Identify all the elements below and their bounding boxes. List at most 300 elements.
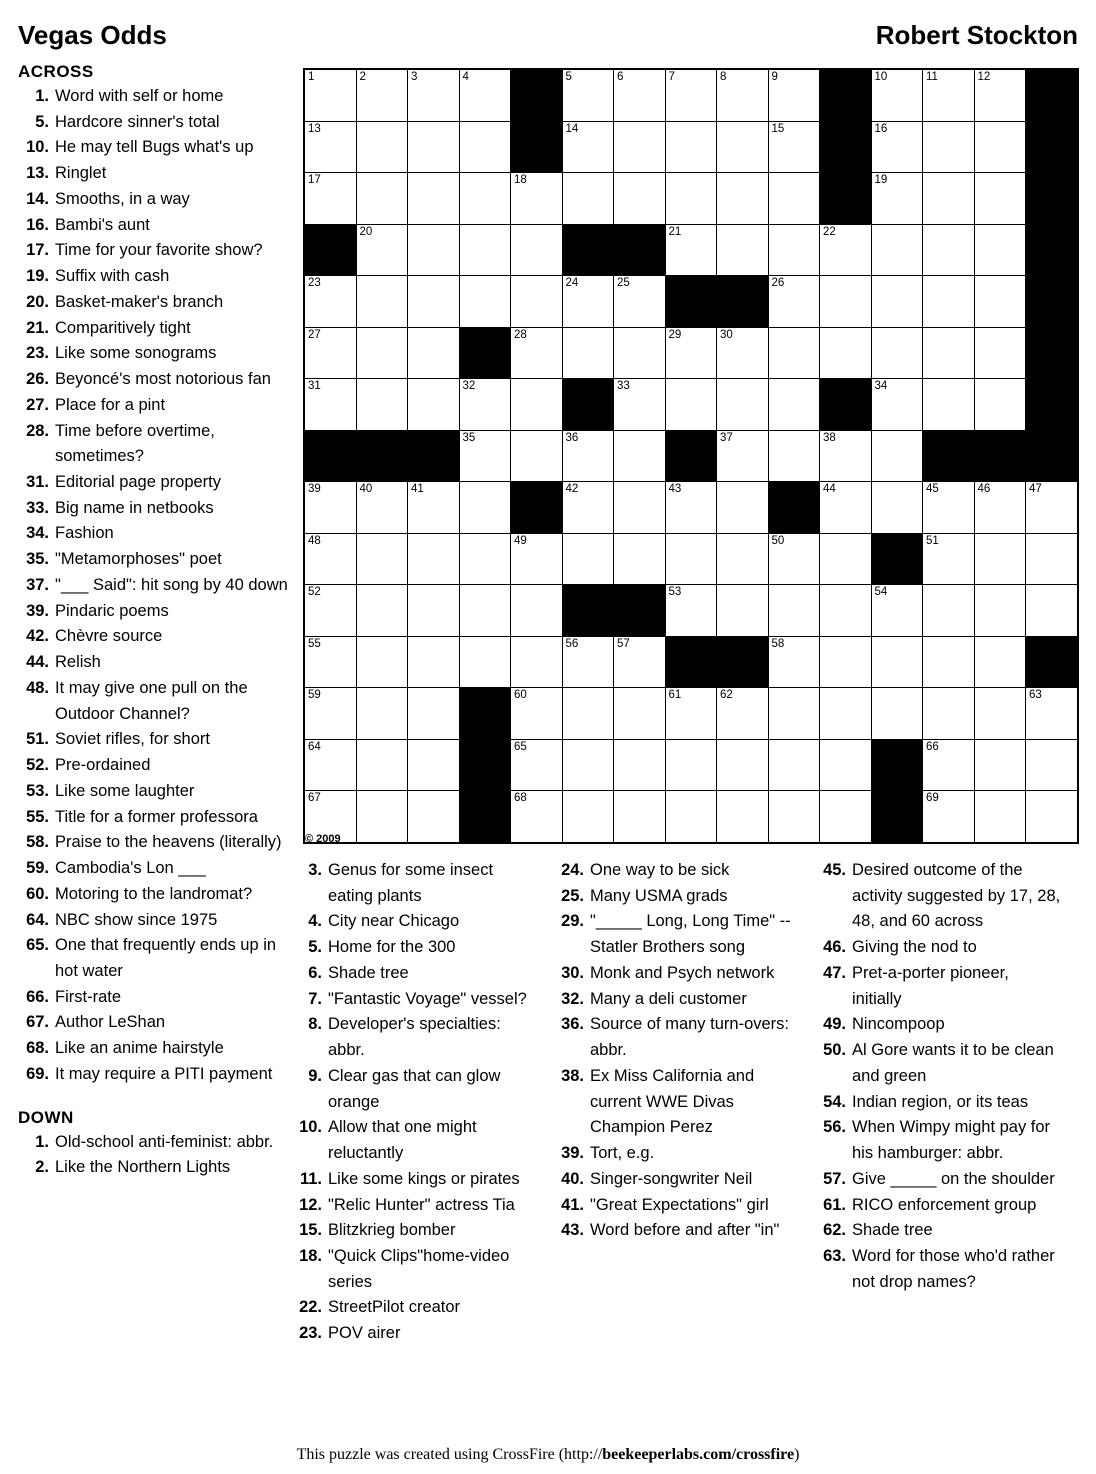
grid-cell[interactable] [871,69,923,121]
crossword-grid[interactable] [303,68,1079,844]
grid-cell[interactable] [459,482,511,534]
grid-cell[interactable] [304,173,356,225]
clue-item[interactable] [554,909,800,960]
clue-number: 10. [26,138,49,157]
clue-item[interactable] [816,1167,1062,1193]
grid-cell[interactable] [511,791,563,843]
grid-cell[interactable] [974,533,1026,585]
grid-cell[interactable] [511,739,563,791]
clue-item[interactable] [292,1012,538,1063]
grid-cell[interactable] [923,688,975,740]
grid-cell[interactable] [459,224,511,276]
grid-cell[interactable] [717,533,769,585]
clue-item[interactable] [554,1167,800,1193]
grid-cell[interactable] [356,379,408,431]
grid-cell-number: 12 [977,71,991,83]
grid-cell[interactable] [408,533,460,585]
grid-cell[interactable] [356,69,408,121]
grid-cell[interactable] [717,173,769,225]
grid-cell[interactable] [665,791,717,843]
clue-text: "Quick Clips"home-video series [328,1247,510,1291]
clue-item[interactable] [292,987,538,1013]
clue-item[interactable] [18,908,290,934]
grid-cell[interactable] [871,430,923,482]
grid-cell[interactable] [768,173,820,225]
grid-cell[interactable] [665,379,717,431]
grid-cell[interactable] [408,791,460,843]
grid-cell[interactable] [614,533,666,585]
grid-cell[interactable] [923,482,975,534]
grid-cell[interactable] [820,327,872,379]
clue-item[interactable] [18,238,290,264]
clue-item[interactable] [554,884,800,910]
grid-row [304,688,1078,740]
grid-cell[interactable] [614,121,666,173]
grid-cell[interactable] [511,276,563,328]
clue-item[interactable] [18,573,290,599]
grid-cell[interactable] [356,224,408,276]
grid-cell[interactable] [820,276,872,328]
grid-cell[interactable] [408,482,460,534]
grid-cell[interactable] [820,482,872,534]
grid-cell[interactable] [356,636,408,688]
grid-cell-number: 23 [308,277,321,289]
grid-cell[interactable] [356,739,408,791]
grid-cell[interactable] [820,585,872,637]
grid-cell[interactable] [356,173,408,225]
grid-cell[interactable] [614,327,666,379]
grid-cell[interactable] [717,327,769,379]
clue-item[interactable] [18,1155,290,1181]
clue-item[interactable] [18,84,290,110]
grid-cell[interactable] [304,379,356,431]
grid-cell-block [459,688,511,740]
grid-cell[interactable] [820,791,872,843]
grid-cell[interactable] [717,69,769,121]
grid-cell[interactable] [768,69,820,121]
grid-cell[interactable] [768,379,820,431]
clue-item[interactable] [18,316,290,342]
grid-cell[interactable] [459,585,511,637]
grid-cell-block [304,224,356,276]
clue-text: Source of many turn-overs: abbr. [590,1015,789,1060]
grid-cell-number: 2 [359,71,366,83]
grid-cell[interactable] [562,791,614,843]
clue-item[interactable] [18,1010,290,1036]
clue-item[interactable] [816,1244,1062,1295]
clue-item[interactable] [292,1193,538,1219]
clue-text: Title for a former professora [55,807,258,826]
grid-cell[interactable] [717,585,769,637]
grid-cell[interactable] [717,224,769,276]
grid-cell[interactable] [459,173,511,225]
grid-cell[interactable] [562,327,614,379]
grid-cell-number: 63 [1029,689,1042,701]
grid-cell[interactable] [562,276,614,328]
grid-cell[interactable] [974,791,1026,843]
grid-cell[interactable] [562,533,614,585]
grid-cell[interactable] [614,379,666,431]
clue-item[interactable] [292,858,538,909]
grid-cell[interactable] [768,791,820,843]
clue-number: 29. [561,912,584,931]
grid-cell[interactable] [871,276,923,328]
clue-item[interactable] [18,933,290,984]
clue-text: Like some kings or pirates [328,1169,520,1188]
grid-cell[interactable] [923,224,975,276]
grid-cell[interactable] [923,173,975,225]
grid-cell[interactable] [562,121,614,173]
grid-cell[interactable] [408,121,460,173]
grid-cell[interactable] [768,430,820,482]
clue-item[interactable] [554,1141,800,1167]
clue-item[interactable] [18,727,290,753]
grid-cell[interactable] [665,482,717,534]
grid-cell[interactable] [356,121,408,173]
grid-cell[interactable] [511,379,563,431]
clue-item[interactable] [554,987,800,1013]
grid-cell[interactable] [974,688,1026,740]
clue-item[interactable] [816,1115,1062,1166]
grid-cell[interactable] [923,276,975,328]
clue-item[interactable] [292,1218,538,1244]
grid-cell[interactable] [511,585,563,637]
grid-cell[interactable] [408,585,460,637]
grid-cell[interactable] [408,173,460,225]
grid-cell[interactable] [304,327,356,379]
grid-cell[interactable] [820,430,872,482]
grid-cell[interactable] [1026,585,1078,637]
clue-item[interactable] [18,419,290,470]
grid-cell[interactable] [974,379,1026,431]
grid-cell[interactable] [459,430,511,482]
grid-cell[interactable] [974,482,1026,534]
clue-item[interactable] [18,830,290,856]
grid-cell[interactable] [356,327,408,379]
grid-cell-number: 29 [668,328,682,341]
grid-cell[interactable] [356,688,408,740]
grid-cell[interactable] [408,379,460,431]
grid-cell[interactable] [562,636,614,688]
grid-cell[interactable] [871,121,923,173]
grid-cell[interactable] [923,636,975,688]
grid-cell[interactable] [511,224,563,276]
grid-cell[interactable] [665,585,717,637]
grid-cell[interactable] [923,121,975,173]
grid-cell[interactable] [562,739,614,791]
grid-cell[interactable] [974,69,1026,121]
grid-cell[interactable] [1026,791,1078,843]
grid-cell[interactable] [304,739,356,791]
grid-cell[interactable] [717,791,769,843]
grid-cell[interactable] [768,224,820,276]
clue-item[interactable] [18,547,290,573]
grid-cell[interactable] [408,327,460,379]
grid-cell[interactable] [614,688,666,740]
clue-item[interactable] [292,961,538,987]
clue-text: He may tell Bugs what's up [55,138,254,157]
clue-item[interactable] [18,1062,290,1088]
grid-cell[interactable] [665,121,717,173]
grid-cell[interactable] [356,791,408,843]
clue-item[interactable] [18,496,290,522]
grid-cell[interactable] [665,533,717,585]
clue-item[interactable] [18,264,290,290]
grid-cell[interactable] [768,688,820,740]
grid-cell-block [511,121,563,173]
grid-cell[interactable] [717,482,769,534]
clue-item[interactable] [18,187,290,213]
grid-cell[interactable] [871,482,923,534]
grid-cell[interactable] [768,327,820,379]
clue-number: 21. [26,318,49,337]
grid-cell[interactable] [408,276,460,328]
grid-cell[interactable] [459,636,511,688]
clue-item[interactable] [292,935,538,961]
clue-item[interactable] [18,599,290,625]
grid-cell[interactable] [768,636,820,688]
grid-cell[interactable] [614,173,666,225]
clue-text: Giving the nod to [852,938,977,957]
grid-cell[interactable] [408,688,460,740]
grid-cell[interactable] [459,533,511,585]
grid-cell[interactable] [614,636,666,688]
clue-item[interactable] [18,985,290,1011]
clue-number: 36. [561,1015,584,1034]
grid-cell[interactable] [356,276,408,328]
grid-cell[interactable] [923,533,975,585]
clue-item[interactable] [18,367,290,393]
grid-cell[interactable] [923,739,975,791]
grid-cell[interactable] [974,739,1026,791]
grid-cell[interactable] [717,688,769,740]
clue-item[interactable] [18,470,290,496]
clue-text: Basket-maker's branch [55,292,224,311]
clue-number: 58. [26,833,49,852]
clue-number: 22. [299,1298,322,1317]
clue-item[interactable] [18,882,290,908]
clue-text: Old-school anti-feminist: abbr. [55,1132,274,1151]
grid-cell[interactable] [1026,482,1078,534]
grid-cell[interactable] [871,379,923,431]
grid-cell[interactable] [614,69,666,121]
grid-cell[interactable] [356,533,408,585]
clue-item[interactable] [18,779,290,805]
grid-cell[interactable] [356,585,408,637]
grid-cell[interactable] [356,482,408,534]
clue-text: Bambi's aunt [55,215,150,234]
clue-text: Suffix with cash [55,267,170,286]
grid-cell[interactable] [923,791,975,843]
grid-cell[interactable] [871,224,923,276]
grid-cell[interactable] [768,585,820,637]
clue-item[interactable] [18,213,290,239]
grid-cell[interactable] [511,430,563,482]
grid-cell[interactable] [717,739,769,791]
clue-number: 7. [308,989,322,1008]
grid-cell[interactable] [511,173,563,225]
grid-cell[interactable] [511,327,563,379]
clue-item[interactable] [18,341,290,367]
grid-cell[interactable] [614,482,666,534]
grid-cell[interactable] [717,121,769,173]
grid-cell[interactable] [820,636,872,688]
grid-cell[interactable] [665,224,717,276]
grid-cell[interactable] [1026,739,1078,791]
grid-cell[interactable] [665,739,717,791]
grid-cell[interactable] [1026,688,1078,740]
clue-text: "Fantastic Voyage" vessel? [328,989,527,1008]
grid-cell[interactable] [562,430,614,482]
grid-cell[interactable] [304,636,356,688]
grid-cell-number: 47 [1029,483,1042,495]
grid-cell[interactable] [459,69,511,121]
grid-cell[interactable] [923,327,975,379]
grid-cell[interactable] [974,327,1026,379]
grid-cell[interactable] [614,791,666,843]
grid-cell[interactable] [304,688,356,740]
clue-item[interactable] [292,1321,538,1347]
clue-item[interactable] [554,961,800,987]
clue-item[interactable] [816,961,1062,1012]
grid-cell[interactable] [304,482,356,534]
grid-cell-number: 39 [308,483,321,495]
grid-cell-block [1026,636,1078,688]
grid-cell-block [511,482,563,534]
clue-item[interactable] [18,1036,290,1062]
grid-cell[interactable] [974,276,1026,328]
grid-cell[interactable] [304,533,356,585]
grid-cell[interactable] [304,276,356,328]
clue-item[interactable] [554,858,800,884]
grid-cell[interactable] [562,482,614,534]
grid-cell[interactable] [614,739,666,791]
clue-item[interactable] [292,1064,538,1115]
clue-item[interactable] [18,753,290,779]
clue-item[interactable] [18,1130,290,1156]
clue-item[interactable] [292,1167,538,1193]
grid-cell[interactable] [923,69,975,121]
clue-item[interactable] [18,161,290,187]
grid-cell[interactable] [768,533,820,585]
clue-item[interactable] [554,1012,800,1063]
grid-cell[interactable] [820,688,872,740]
grid-cell[interactable] [717,430,769,482]
grid-cell[interactable] [717,379,769,431]
grid-cell[interactable] [974,585,1026,637]
clue-item[interactable] [554,1064,800,1141]
clue-item[interactable] [18,135,290,161]
clue-item[interactable] [18,805,290,831]
grid-cell[interactable] [408,636,460,688]
clue-item[interactable] [816,1090,1062,1116]
grid-cell[interactable] [871,173,923,225]
down-column-4 [816,858,1062,1347]
grid-cell[interactable] [408,69,460,121]
grid-cell[interactable] [665,688,717,740]
grid-cell[interactable] [459,276,511,328]
clue-item[interactable] [292,909,538,935]
clue-item[interactable] [816,1193,1062,1219]
grid-cell[interactable] [871,636,923,688]
grid-cell[interactable] [974,636,1026,688]
grid-cell[interactable] [768,121,820,173]
grid-cell[interactable] [665,173,717,225]
grid-cell-block [356,430,408,482]
grid-cell[interactable] [408,739,460,791]
clue-item[interactable] [18,110,290,136]
clue-item[interactable] [18,521,290,547]
grid-cell[interactable] [614,276,666,328]
grid-cell-block [768,482,820,534]
grid-cell[interactable] [1026,533,1078,585]
clue-item[interactable] [18,650,290,676]
clue-text: NBC show since 1975 [55,910,218,929]
grid-cell[interactable] [871,688,923,740]
clue-item[interactable] [18,624,290,650]
grid-table[interactable] [303,68,1079,844]
grid-cell[interactable] [820,224,872,276]
grid-cell[interactable] [974,173,1026,225]
grid-cell[interactable] [511,636,563,688]
clue-item[interactable] [554,1193,800,1219]
grid-cell[interactable] [614,430,666,482]
clue-item[interactable] [18,856,290,882]
grid-cell[interactable] [408,224,460,276]
grid-cell[interactable] [871,585,923,637]
grid-cell[interactable] [304,69,356,121]
footer-link[interactable]: beekeeperlabs.com/crossfire [602,1446,795,1463]
grid-cell[interactable] [665,69,717,121]
grid-cell[interactable] [562,69,614,121]
grid-cell[interactable] [820,739,872,791]
grid-cell[interactable] [304,585,356,637]
grid-cell[interactable] [562,173,614,225]
clue-item[interactable] [816,935,1062,961]
grid-cell[interactable] [459,379,511,431]
grid-cell[interactable] [768,739,820,791]
grid-cell[interactable] [304,121,356,173]
grid-cell[interactable] [820,533,872,585]
grid-row [304,327,1078,379]
grid-cell[interactable] [459,121,511,173]
clue-item[interactable] [816,1012,1062,1038]
grid-cell[interactable] [768,276,820,328]
grid-cell[interactable] [562,688,614,740]
clue-item[interactable] [816,858,1062,935]
clue-item[interactable] [292,1295,538,1321]
clue-item[interactable] [554,1218,800,1244]
grid-cell[interactable] [665,327,717,379]
grid-cell[interactable] [974,224,1026,276]
clue-item[interactable] [816,1038,1062,1089]
grid-cell[interactable] [871,327,923,379]
grid-cell[interactable] [511,533,563,585]
grid-cell[interactable] [974,121,1026,173]
grid-cell[interactable] [511,688,563,740]
clue-item[interactable] [18,290,290,316]
clue-item[interactable] [18,676,290,727]
grid-row [304,739,1078,791]
grid-cell[interactable] [923,585,975,637]
clue-item[interactable] [292,1115,538,1166]
clue-item[interactable] [18,393,290,419]
grid-cell-number: 38 [823,431,836,444]
clue-item[interactable] [816,1218,1062,1244]
grid-cell[interactable] [923,379,975,431]
clue-item[interactable] [292,1244,538,1295]
grid-cell-number: 36 [565,431,579,444]
